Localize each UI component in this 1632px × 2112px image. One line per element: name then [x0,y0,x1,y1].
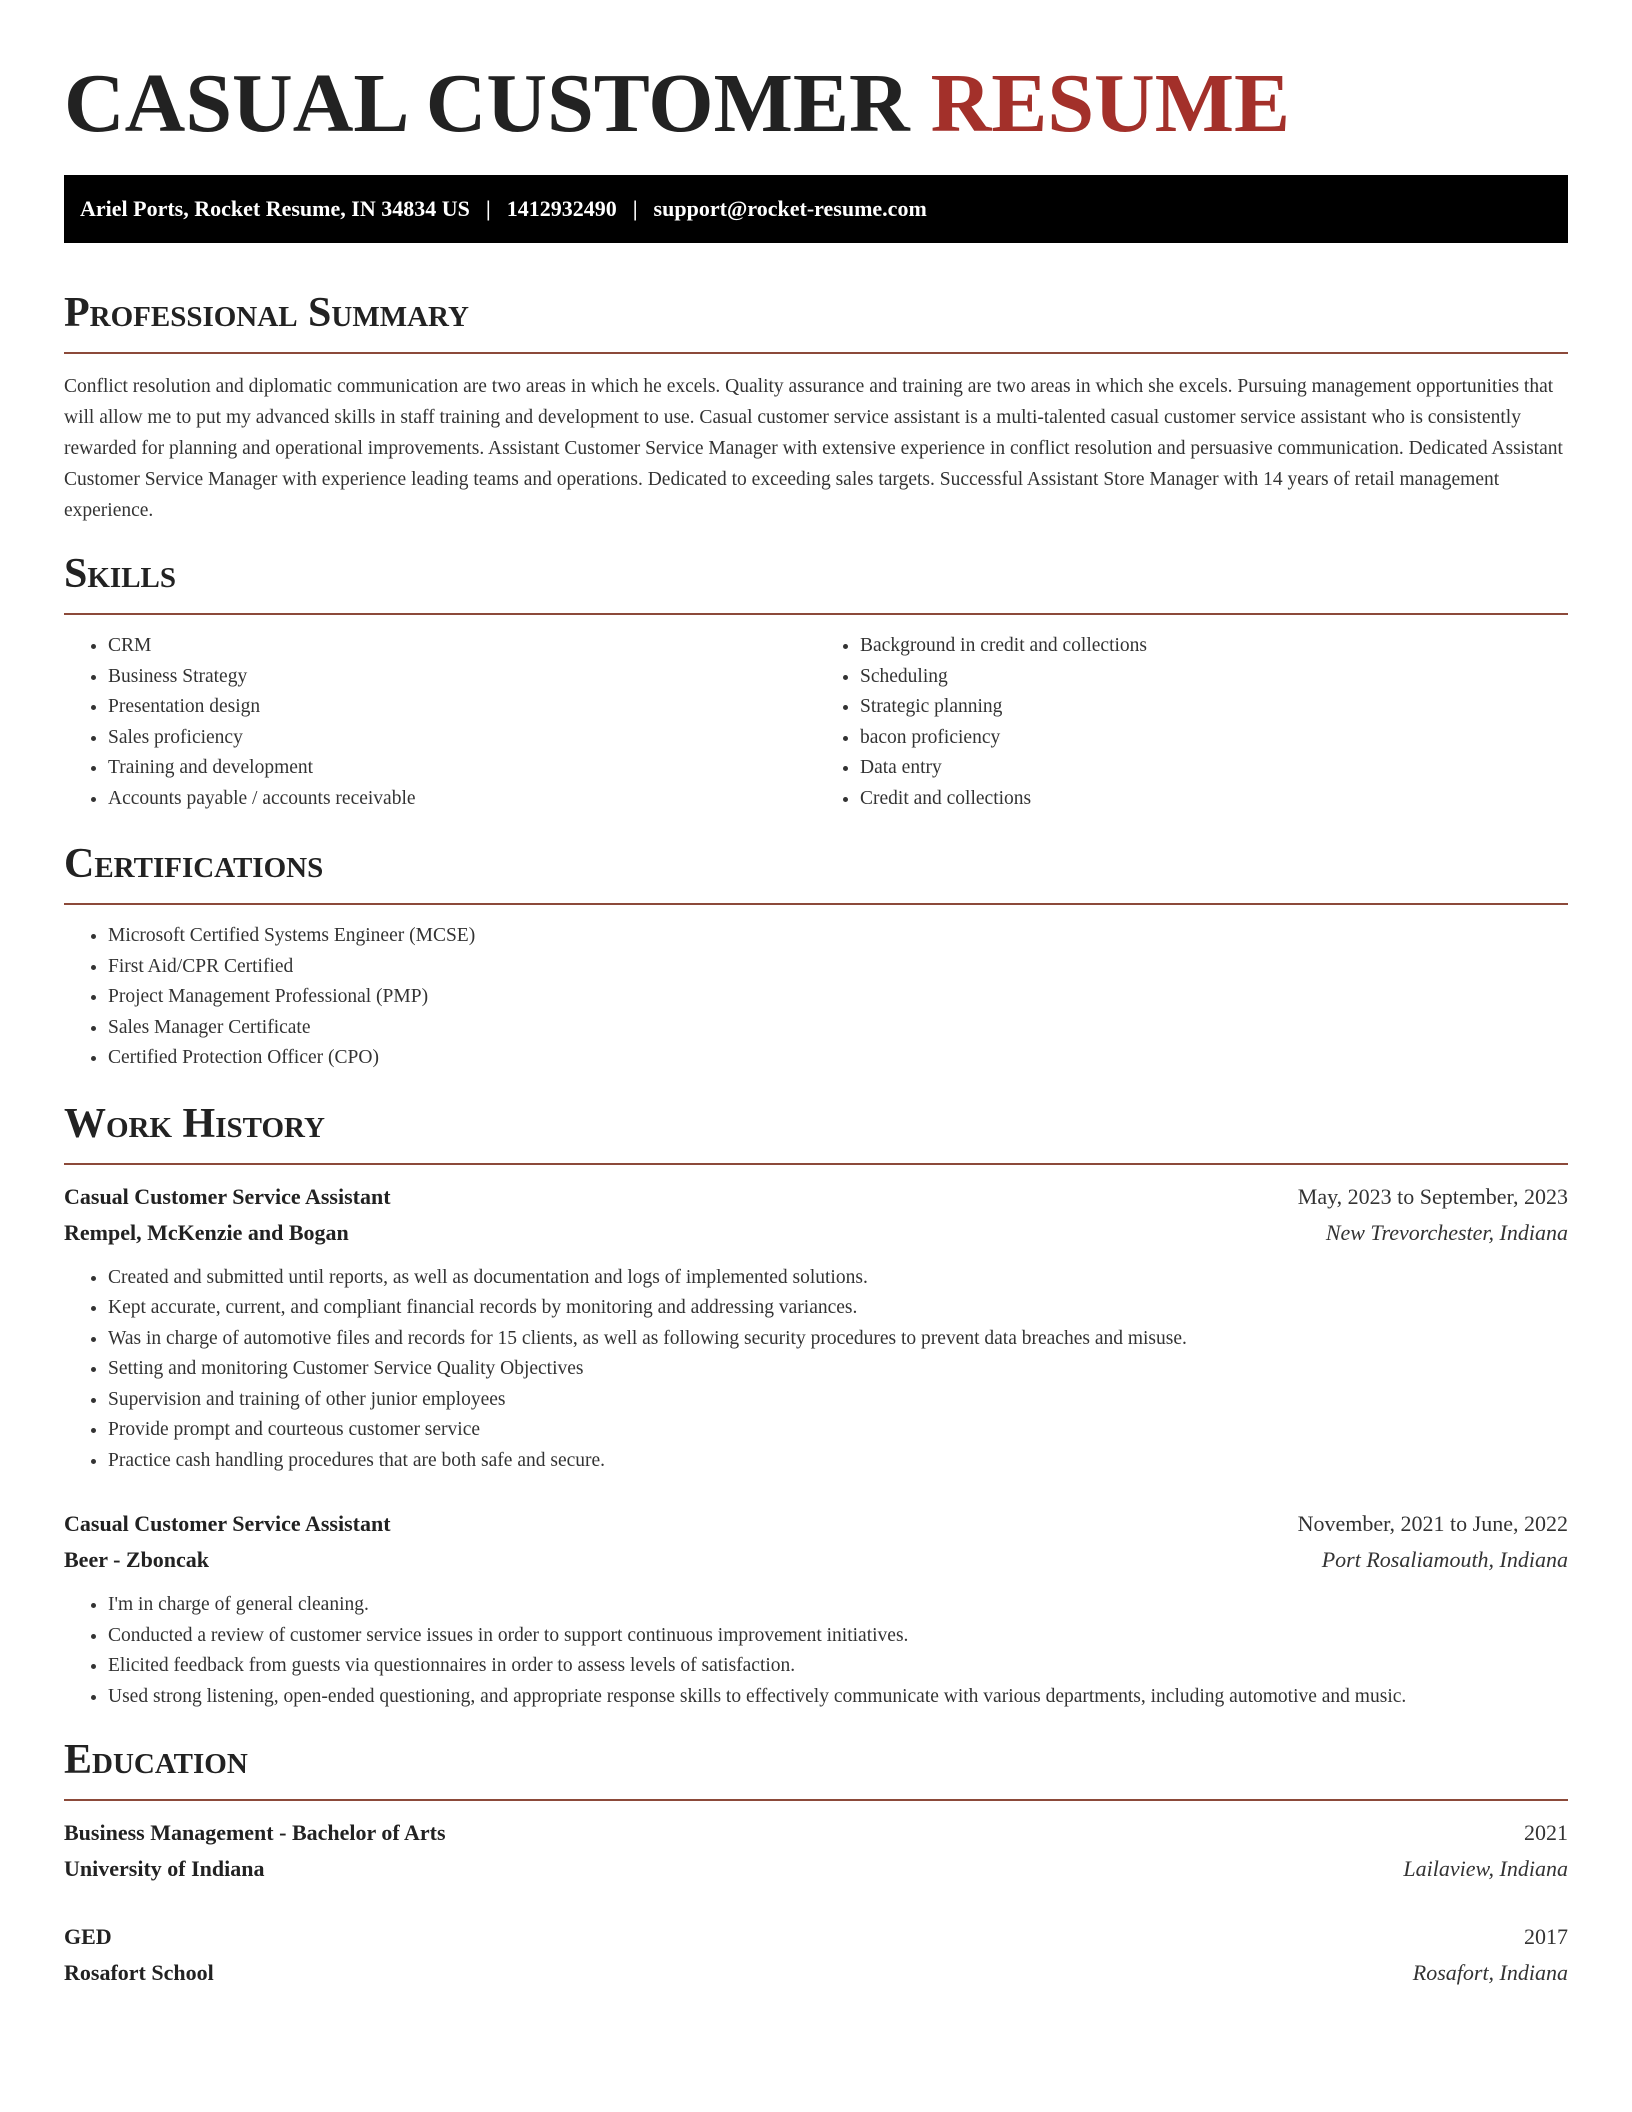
certification-item: • Sales Manager Certificate [108,1013,1568,1044]
resume-title [64,0,1568,150]
skill-item: • Sales proficiency [108,723,816,754]
job-duty-item: • Conducted a review of customer service issues in order to support continuous improvement initiatives. [108,1621,1568,1652]
section-divider [64,613,1568,615]
job-title: Casual Customer Service Assistant [64,1183,391,1209]
certification-item: • Microsoft Certified Systems Engineer (MCSE) [108,921,1568,952]
skill-item: • bacon proficiency [860,723,1568,754]
section-heading-certifications: Certifications [64,841,324,887]
job-duty-item: • Provide prompt and courteous customer service [108,1415,1568,1446]
skill-item: • CRM [108,631,816,662]
section-heading-skills: Skills [64,551,177,597]
skill-item: • Scheduling [860,662,1568,693]
job-company-line [64,1542,1568,1578]
skill-item: • Background in credit and collections [860,631,1568,662]
certifications-list [64,921,1568,1074]
job-dates: May, 2023 to September, 2023 [1297,1183,1568,1209]
section-divider [64,1163,1568,1165]
contact-separator: | [485,196,491,221]
certification-item: • Project Management Professional (PMP) [108,982,1568,1013]
job-duty-item: • I'm in charge of general cleaning. [108,1590,1568,1621]
job-duty-item: • Kept accurate, current, and compliant financial records by monitoring and addressing variances. [108,1293,1568,1324]
job-entry [64,1506,1568,1712]
education-year: 2017 [1524,1924,1568,1949]
skill-item: • Presentation design [108,692,816,723]
job-duty-item: • Practice cash handling procedures that are both safe and secure. [108,1446,1568,1477]
job-duties-list [64,1590,1568,1712]
job-company-line [64,1215,1568,1251]
job-header-line [64,1506,1568,1542]
education-location: Rosafort, Indiana [1412,1960,1568,1985]
section-heading-education: Education [64,1737,248,1783]
education-entry [64,1815,1568,1887]
work-history-section [64,1099,1568,1713]
job-duty-item: • Used strong listening, open-ended questioning, and appropriate response skills to effectively communicate with various departments, including automotive and music. [108,1682,1568,1713]
job-duty-item: • Supervision and training of other junior employees [108,1385,1568,1416]
skills-grid [64,631,1568,814]
contact-phone: 1412932490 [506,196,617,221]
job-header-line [64,1179,1568,1215]
education-school-line [64,1851,1568,1887]
certifications-section [64,839,1568,1074]
job-entry [64,1179,1568,1477]
contact-separator: | [632,196,638,221]
job-dates: November, 2021 to June, 2022 [1297,1511,1568,1536]
skills-list-left [64,631,816,814]
skill-item: • Accounts payable / accounts receivable [108,784,816,815]
skill-item: • Strategic planning [860,692,1568,723]
education-school: University of Indiana [64,1856,265,1881]
education-location: Lailaview, Indiana [1403,1856,1568,1881]
job-title: Casual Customer Service Assistant [64,1511,391,1536]
certification-item: • First Aid/CPR Certified [108,952,1568,983]
education-school: Rosafort School [64,1960,214,1985]
title-main: CASUAL CUSTOMER [64,57,910,150]
section-divider [64,352,1568,354]
contact-bar [64,175,1568,243]
job-duty-item: • Was in charge of automotive files and records for 15 clients, as well as following security procedures to prevent data breaches and misuse. [108,1324,1568,1355]
summary-text: Conflict resolution and diplomatic communication are two areas in which he excels. Quality assurance and training are two areas in which she excels. Pursuing management opportunities that will allow me to put my advanced skills in staff training and development to use. Casual customer service assistant is a multi-talented casual customer service assistant who is consistently rewarded for planning and operational improvements. Assistant Customer Service Manager with extensive experience in conflict resolution and persuasive communication. Dedicated Assistant Customer Service Manager with experience leading teams and operations. Dedicated to exceeding sales targets. Successful Assistant Store Manager with 14 years of retail management experience. [64,376,1563,521]
education-degree-line [64,1919,1568,1955]
education-section [64,1735,1568,1991]
skills-column-right [816,631,1568,814]
skills-section [64,549,1568,814]
job-company: Rempel, McKenzie and Bogan [64,1219,349,1245]
skills-column-left [64,631,816,814]
skill-item: • Training and development [108,753,816,784]
job-duty-item: • Elicited feedback from guests via questionnaires in order to assess levels of satisfaction. [108,1651,1568,1682]
job-location: Port Rosaliamouth, Indiana [1321,1547,1568,1572]
education-entry [64,1919,1568,1991]
section-heading-work-history: Work History [64,1100,325,1147]
summary-section [64,288,1568,526]
education-degree-line [64,1815,1568,1851]
skill-item: • Credit and collections [860,784,1568,815]
job-company: Beer - Zboncak [64,1547,210,1572]
section-divider [64,1799,1568,1801]
job-duty-item: • Setting and monitoring Customer Service Quality Objectives [108,1354,1568,1385]
contact-email: support@rocket-resume.com [653,196,927,221]
education-degree: Business Management - Bachelor of Arts [64,1820,446,1845]
job-duties-list [64,1263,1568,1477]
contact-address: Ariel Ports, Rocket Resume, IN 34834 US [80,196,470,221]
skills-list-right [816,631,1568,814]
skill-item: • Business Strategy [108,662,816,693]
skill-item: • Data entry [860,753,1568,784]
section-heading-summary: Professional Summary [64,290,469,336]
job-list [64,1179,1568,1713]
education-year: 2021 [1524,1820,1568,1845]
education-school-line [64,1955,1568,1991]
job-location: New Trevorchester, Indiana [1325,1219,1568,1245]
section-divider [64,903,1568,905]
education-degree: GED [64,1924,112,1949]
job-duty-item: • Created and submitted until reports, as well as documentation and logs of implemented solutions. [108,1263,1568,1294]
education-list [64,1815,1568,1991]
certification-item: • Certified Protection Officer (CPO) [108,1043,1568,1074]
title-accent: RESUME [930,57,1291,150]
